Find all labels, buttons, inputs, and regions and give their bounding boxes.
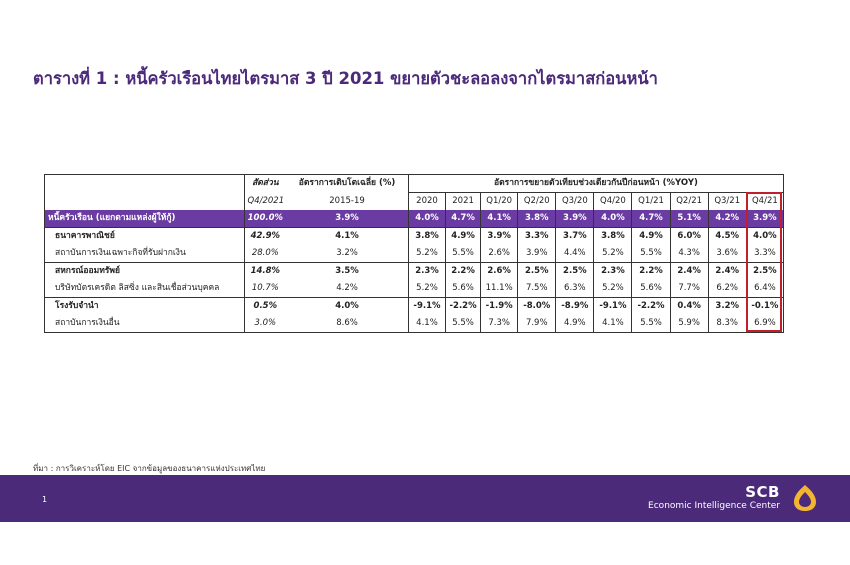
yoy-cell: 5.2%: [408, 280, 445, 298]
yoy-cell: 5.5%: [446, 245, 481, 263]
period-header: Q1/20: [481, 193, 518, 211]
share-cell: 14.8%: [250, 266, 281, 276]
cagr-cell: 4.0%: [286, 298, 408, 316]
yoy-cell: 2.5%: [518, 263, 556, 281]
table-row: [45, 315, 784, 333]
cagr-cell: 3.2%: [286, 245, 408, 263]
yoy-cell: 5.9%: [670, 315, 708, 333]
cagr-subheader: 2015-19: [286, 193, 408, 211]
yoy-cell: -8.9%: [556, 298, 594, 316]
yoy-cell: 3.9%: [481, 228, 518, 246]
yoy-cell: 4.5%: [708, 228, 746, 246]
yoy-cell: 4.7%: [446, 210, 481, 228]
yoy-cell: 2.5%: [746, 263, 783, 281]
cagr-cell: 4.2%: [286, 280, 408, 298]
lender-name: ธนาคารพาณิชย์: [45, 228, 245, 246]
lender-name: โรงรับจำนำ: [45, 298, 245, 316]
yoy-cell: -2.2%: [446, 298, 481, 316]
yoy-cell: 3.8%: [518, 210, 556, 228]
table-subheader-row: [45, 193, 784, 211]
yoy-cell: 5.5%: [446, 315, 481, 333]
period-header: Q4/20: [594, 193, 632, 211]
period-header: Q2/21: [670, 193, 708, 211]
yoy-cell: 2.3%: [594, 263, 632, 281]
yoy-cell: 7.9%: [518, 315, 556, 333]
table-row: [45, 263, 784, 281]
table-body: [45, 210, 784, 333]
yoy-header: อัตราการขยายตัวเทียบช่วงเดียวกันปีก่อนหน้า (%YOY): [408, 175, 783, 193]
yoy-cell: 5.2%: [408, 245, 445, 263]
cagr-cell: 3.5%: [286, 263, 408, 281]
share-cell: 0.5%: [244, 298, 286, 316]
cagr-cell: 8.6%: [286, 315, 408, 333]
yoy-cell: 5.2%: [594, 280, 632, 298]
period-header: 2021: [446, 193, 481, 211]
table-row: [45, 228, 784, 246]
yoy-cell: 5.6%: [446, 280, 481, 298]
yoy-cell: 4.3%: [670, 245, 708, 263]
share-cell: 100.0%: [244, 210, 286, 228]
brand-block: [648, 484, 780, 513]
period-header: 2020: [408, 193, 445, 211]
table-corner: [45, 175, 245, 193]
lender-name: หนี้ครัวเรือน (แยกตามแหล่งผู้ให้กู้): [45, 210, 245, 228]
yoy-cell: 5.5%: [632, 315, 670, 333]
yoy-cell: 4.0%: [408, 210, 445, 228]
yoy-cell: -8.0%: [518, 298, 556, 316]
yoy-cell: 4.2%: [708, 210, 746, 228]
yoy-cell: 8.3%: [708, 315, 746, 333]
yoy-cell: 6.3%: [556, 280, 594, 298]
yoy-cell: -1.9%: [481, 298, 518, 316]
period-header: Q2/20: [518, 193, 556, 211]
table-header-row: [45, 175, 784, 193]
yoy-cell: 6.2%: [708, 280, 746, 298]
yoy-cell: 4.4%: [556, 245, 594, 263]
yoy-cell: 5.6%: [632, 280, 670, 298]
cagr-header: อัตราการเติบโตเฉลี่ย (%): [286, 175, 408, 193]
yoy-cell: 2.3%: [408, 263, 445, 281]
yoy-cell: 3.9%: [518, 245, 556, 263]
yoy-cell: 4.0%: [746, 228, 783, 246]
period-header: Q3/21: [708, 193, 746, 211]
yoy-cell: 3.3%: [746, 245, 783, 263]
yoy-cell: 2.5%: [556, 263, 594, 281]
yoy-cell: 2.6%: [481, 245, 518, 263]
period-header: Q1/21: [632, 193, 670, 211]
period-header: Q4/21: [746, 193, 783, 211]
scb-logo-icon: [790, 483, 820, 513]
yoy-cell: 4.9%: [556, 315, 594, 333]
yoy-cell: 2.2%: [632, 263, 670, 281]
brand-name: SCB: [745, 483, 780, 501]
yoy-cell: 4.9%: [632, 228, 670, 246]
brand-subtitle: Economic Intelligence Center: [648, 501, 780, 511]
yoy-cell: 6.9%: [746, 315, 783, 333]
share-subheader: Q4/2021: [247, 195, 285, 206]
lender-name: สถาบันการเงินเฉพาะกิจที่รับฝากเงิน: [45, 245, 245, 263]
lender-name: สถาบันการเงินอื่น: [45, 315, 245, 333]
yoy-cell: -2.2%: [632, 298, 670, 316]
yoy-cell: 3.7%: [556, 228, 594, 246]
yoy-cell: 6.4%: [746, 280, 783, 298]
household-debt-table: [44, 174, 784, 333]
yoy-cell: 6.0%: [670, 228, 708, 246]
yoy-cell: -9.1%: [408, 298, 445, 316]
share-cell: 28.0%: [244, 245, 286, 263]
cagr-cell: 3.9%: [286, 210, 408, 228]
table-row: [45, 245, 784, 263]
yoy-cell: 2.4%: [708, 263, 746, 281]
yoy-cell: 3.9%: [746, 210, 783, 228]
yoy-cell: 3.6%: [708, 245, 746, 263]
source-note: ที่มา : การวิเคราะห์โดย EIC จากข้อมูลของธนาคารแห่งประเทศไทย: [33, 464, 266, 473]
yoy-cell: 7.3%: [481, 315, 518, 333]
total-row: [45, 210, 784, 228]
yoy-cell: 3.8%: [594, 228, 632, 246]
yoy-cell: 5.5%: [632, 245, 670, 263]
yoy-cell: 3.3%: [518, 228, 556, 246]
yoy-cell: 4.1%: [408, 315, 445, 333]
cagr-cell: 4.1%: [286, 228, 408, 246]
share-cell: 10.7%: [244, 280, 286, 298]
yoy-cell: 3.9%: [556, 210, 594, 228]
table-row: [45, 298, 784, 316]
yoy-cell: 5.2%: [594, 245, 632, 263]
yoy-cell: 3.2%: [708, 298, 746, 316]
yoy-cell: 11.1%: [481, 280, 518, 298]
yoy-cell: 4.9%: [446, 228, 481, 246]
yoy-cell: 4.1%: [481, 210, 518, 228]
lender-name: บริษัทบัตรเครดิต ลิสซิ่ง และสินเชื่อส่วนบุคคล: [45, 280, 245, 298]
yoy-cell: 4.7%: [632, 210, 670, 228]
yoy-cell: 2.4%: [670, 263, 708, 281]
yoy-cell: 4.0%: [594, 210, 632, 228]
page-number: 1: [42, 495, 48, 504]
period-header: Q3/20: [556, 193, 594, 211]
table-row: [45, 280, 784, 298]
share-header: สัดส่วน: [244, 175, 286, 193]
yoy-cell: 5.1%: [670, 210, 708, 228]
yoy-cell: 4.1%: [594, 315, 632, 333]
yoy-cell: 0.4%: [670, 298, 708, 316]
lender-name: สหกรณ์ออมทรัพย์: [45, 263, 245, 281]
yoy-cell: 3.8%: [408, 228, 445, 246]
yoy-cell: -9.1%: [594, 298, 632, 316]
yoy-cell: 7.5%: [518, 280, 556, 298]
yoy-cell: 2.6%: [481, 263, 518, 281]
yoy-cell: 7.7%: [670, 280, 708, 298]
share-cell: 3.0%: [244, 315, 286, 333]
page-title: ตารางที่ 1 : หนี้ครัวเรือนไทยไตรมาส 3 ปี 2021 ขยายตัวชะลอลงจากไตรมาสก่อนหน้า: [33, 69, 658, 88]
share-cell: 42.9%: [244, 228, 286, 246]
yoy-cell: 2.2%: [446, 263, 481, 281]
yoy-cell: -0.1%: [746, 298, 783, 316]
